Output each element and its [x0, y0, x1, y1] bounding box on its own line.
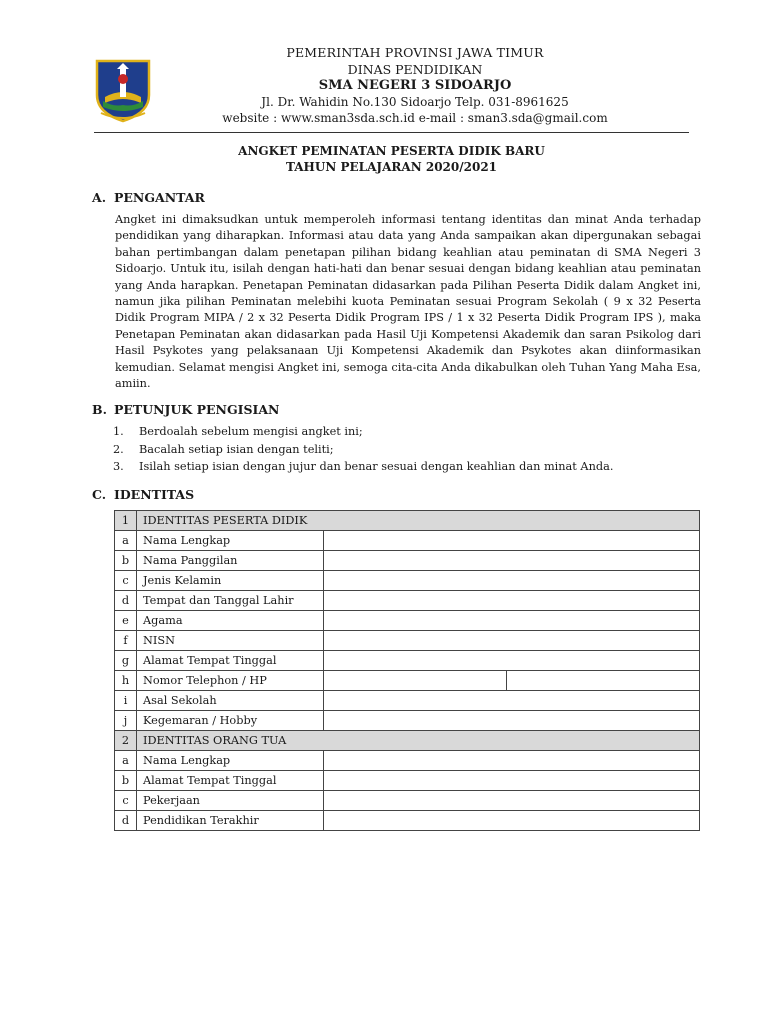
table-row: [115, 611, 700, 631]
row-key: c: [115, 791, 137, 811]
instruction-number: 3.: [113, 460, 124, 473]
student-hobby-field[interactable]: [324, 711, 700, 731]
section-c-title: IDENTITAS: [114, 487, 195, 502]
phone-field-part-2[interactable]: [507, 671, 699, 690]
parent-full-name-field[interactable]: [324, 751, 700, 771]
table-row: [115, 751, 700, 771]
row-label: Alamat Tempat Tinggal: [137, 771, 324, 791]
student-nisn-field[interactable]: [324, 631, 700, 651]
letterhead-address: Jl. Dr. Wahidin No.130 Sidoarjo Telp. 031-8961625: [261, 95, 569, 109]
table-row: [115, 771, 700, 791]
table-row: [115, 551, 700, 571]
letterhead-government: PEMERINTAH PROVINSI JAWA TIMUR: [286, 45, 544, 60]
row-label: Agama: [137, 611, 324, 631]
instruction-text: Berdoalah sebelum mengisi angket ini;: [139, 425, 363, 438]
section-b-title: PETUNJUK PENGISIAN: [114, 402, 280, 417]
student-phone-field: [324, 671, 700, 691]
row-label: Pekerjaan: [137, 791, 324, 811]
province-crest-logo: [93, 57, 153, 123]
table-row: [115, 691, 700, 711]
table-row: [115, 571, 700, 591]
row-label: Kegemaran / Hobby: [137, 711, 324, 731]
row-label: Nomor Telephon / HP: [137, 671, 324, 691]
parent-address-field[interactable]: [324, 771, 700, 791]
section-a-title: PENGANTAR: [114, 190, 205, 205]
section-a-letter: A.: [92, 190, 107, 205]
row-label: Asal Sekolah: [137, 691, 324, 711]
letterhead-divider: [94, 132, 689, 133]
row-label: Nama Lengkap: [137, 531, 324, 551]
row-key: a: [115, 531, 137, 551]
student-address-field[interactable]: [324, 651, 700, 671]
table-row: [115, 631, 700, 651]
parent-education-field[interactable]: [324, 811, 700, 831]
instruction-item: [113, 458, 613, 476]
intro-paragraph: Angket ini dimaksudkan untuk memperoleh informasi tentang identitas dan minat Anda terhadap pendidikan yang diharapkan. Informasi atau data yang Anda sampaikan akan dipergunakan sebagai bahan pertimbangan dalam penetapan pilihan bidang keahlian atau peminatan di SMA Negeri 3 Sidoarjo. Untuk itu, isilah dengan hati-hati dan benar sesuai dengan bidang keahlian atau peminatan yang Anda harapkan. Penetapan Peminatan didasarkan pada Pilihan Peserta Didik dalam Angket ini, namun jika pilihan Peminatan melebihi kuota Peminatan sesuai Program Sekolah ( 9 x 32 Peserta Didik Program MIPA / 2 x 32 Peserta Didik Program IPS / 1 x 32 Peserta Didik Program IPS ), maka Penetapan Peminatan akan didasarkan pada Hasil Uji Kompetensi Akademik dan saran Psikolog dari Hasil Psykotes yang pelaksanaan Uji Kompetensi Akademik dan Psykotes akan diinformasikan kemudian. Selamat mengisi Angket ini, semoga cita-cita Anda dikabulkan oleh Tuhan Yang Maha Esa, amiin.: [115, 213, 701, 391]
row-key: j: [115, 711, 137, 731]
student-nickname-field[interactable]: [324, 551, 700, 571]
phone-field-part-1[interactable]: [324, 671, 507, 690]
row-key: g: [115, 651, 137, 671]
table-row: [115, 791, 700, 811]
section-b-letter: B.: [92, 402, 107, 417]
row-key: c: [115, 571, 137, 591]
parent-occupation-field[interactable]: [324, 791, 700, 811]
group-title: IDENTITAS ORANG TUA: [137, 731, 700, 751]
student-birth-place-date-field[interactable]: [324, 591, 700, 611]
group-title: IDENTITAS PESERTA DIDIK: [137, 511, 700, 531]
letterhead-department: DINAS PENDIDIKAN: [347, 62, 483, 77]
section-c-heading: [92, 487, 194, 502]
instruction-number: 2.: [113, 442, 124, 456]
row-label: Pendidikan Terakhir: [137, 811, 324, 831]
student-full-name-field[interactable]: [324, 531, 700, 551]
table-row: [115, 591, 700, 611]
student-gender-field[interactable]: [324, 571, 700, 591]
row-key: d: [115, 811, 137, 831]
instruction-number: 1.: [113, 425, 124, 438]
row-key: b: [115, 771, 137, 791]
row-key: h: [115, 671, 137, 691]
row-label: Tempat dan Tanggal Lahir: [137, 591, 324, 611]
row-label: Nama Lengkap: [137, 751, 324, 771]
table-row: [115, 651, 700, 671]
instruction-item: [113, 423, 613, 441]
table-row: [115, 811, 700, 831]
section-c-letter: C.: [92, 487, 107, 502]
table-row: [115, 531, 700, 551]
document-subtitle: TAHUN PELAJARAN 2020/2021: [285, 160, 498, 174]
letterhead-contact: website : www.sman3sda.sch.id e-mail : sman3.sda@gmail.com: [222, 111, 608, 125]
instruction-item: [113, 441, 613, 459]
group-number: 2: [115, 731, 137, 751]
section-b-heading: [92, 402, 279, 417]
letterhead-school-name: SMA NEGERI 3 SIDOARJO: [318, 78, 512, 93]
instructions-list: [113, 423, 613, 476]
row-key: f: [115, 631, 137, 651]
instruction-text: Isilah setiap isian dengan jujur dan benar sesuai dengan keahlian dan minat Anda.: [139, 460, 614, 473]
row-key: a: [115, 751, 137, 771]
table-group-row: [115, 731, 700, 751]
row-key: d: [115, 591, 137, 611]
row-key: b: [115, 551, 137, 571]
table-group-row: [115, 511, 700, 531]
section-a-heading: [92, 190, 205, 205]
instruction-text: Bacalah setiap isian dengan teliti;: [139, 442, 334, 456]
table-row: [115, 711, 700, 731]
row-label: NISN: [137, 631, 324, 651]
identity-table: [114, 510, 700, 831]
document-title: ANGKET PEMINATAN PESERTA DIDIK BARU: [238, 144, 545, 158]
row-label: Jenis Kelamin: [137, 571, 324, 591]
student-religion-field[interactable]: [324, 611, 700, 631]
student-previous-school-field[interactable]: [324, 691, 700, 711]
row-label: Alamat Tempat Tinggal: [137, 651, 324, 671]
row-key: e: [115, 611, 137, 631]
row-label: Nama Panggilan: [137, 551, 324, 571]
row-key: i: [115, 691, 137, 711]
group-number: 1: [115, 511, 137, 531]
table-row: [115, 671, 700, 691]
